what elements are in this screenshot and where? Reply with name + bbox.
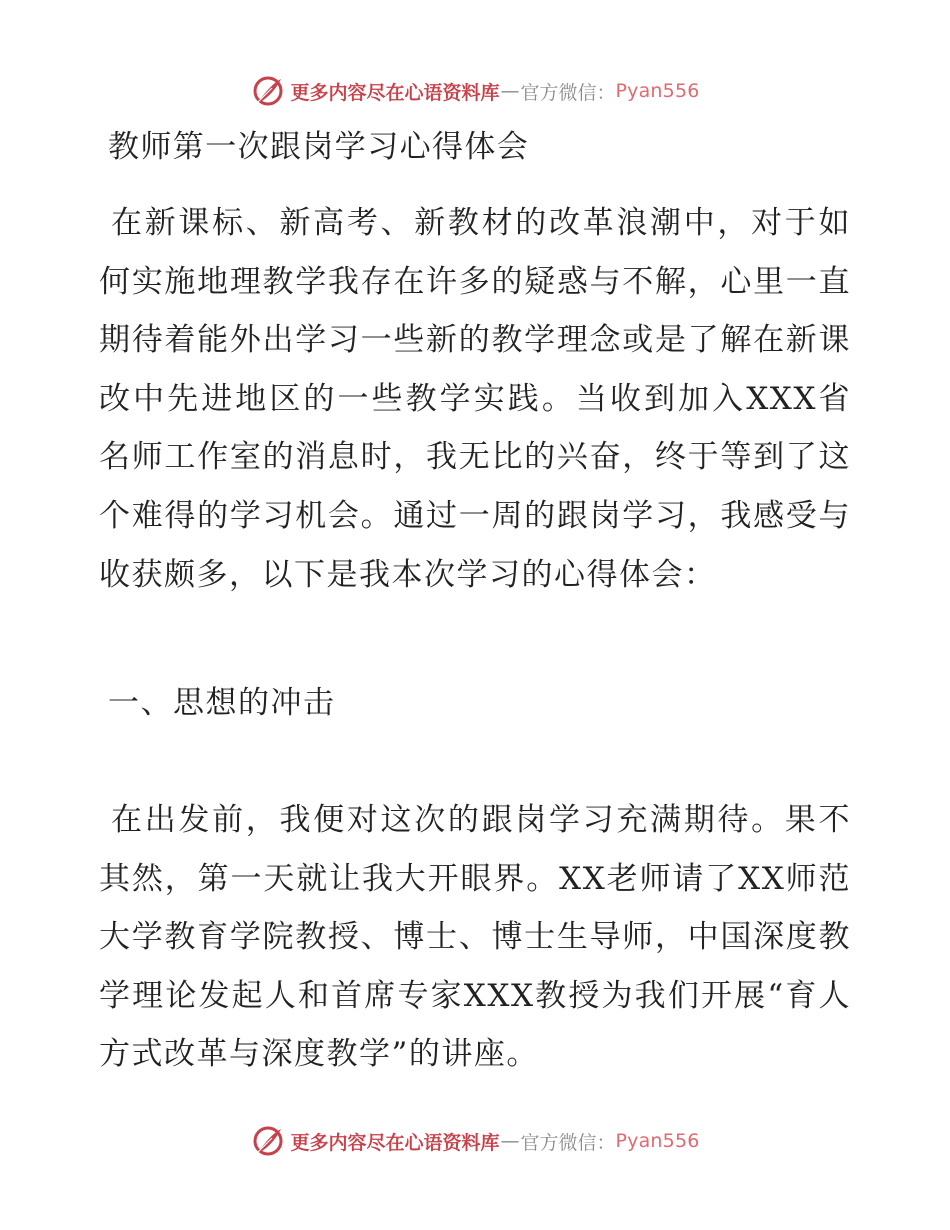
watermark-dash: — (500, 1130, 520, 1152)
watermark-header (0, 71, 950, 111)
watermark-main-text: 更多内容尽在心语资料库 (290, 81, 500, 104)
section-heading: 一、思想的冲击 (108, 685, 336, 721)
paragraph-section-1: 在出发前，我便对这次的跟岗学习充满期待。果不其然，第一天就让我大开眼界。XX老师请了XX师范大学教育学院教授、博士、博士生导师，中国深度教学理论发起人和首席专家XXX教授为我们开展“育人方式改革与深度教学”的讲座。 (99, 802, 851, 1073)
watermark-dash: — (500, 80, 520, 102)
watermark-wechat-id: Pyan556 (615, 1130, 700, 1152)
watermark-suffix: 官方微信： (520, 81, 616, 104)
watermark-suffix: 官方微信： (520, 1131, 616, 1154)
paragraph-intro: 在新课标、新高考、新教材的改革浪潮中，对于如何实施地理教学我存在许多的疑惑与不解，心里一直期待着能外出学习一些新的教学理念或是了解在新课改中先进地区的一些教学实践。当收到加入XXX省名师工作室的消息时，我无比的兴奋，终于等到了这个难得的学习机会。通过一周的跟岗学习，我感受与收获颇多，以下是我本次学习的心得体会： (99, 205, 851, 593)
feather-pen-icon (250, 73, 286, 109)
watermark-main-text: 更多内容尽在心语资料库 (290, 1131, 500, 1154)
feather-pen-icon (250, 1123, 286, 1159)
watermark-footer (0, 1121, 950, 1161)
document-title: 教师第一次跟岗学习心得体会 (108, 129, 530, 165)
watermark-wechat-id: Pyan556 (615, 80, 700, 102)
